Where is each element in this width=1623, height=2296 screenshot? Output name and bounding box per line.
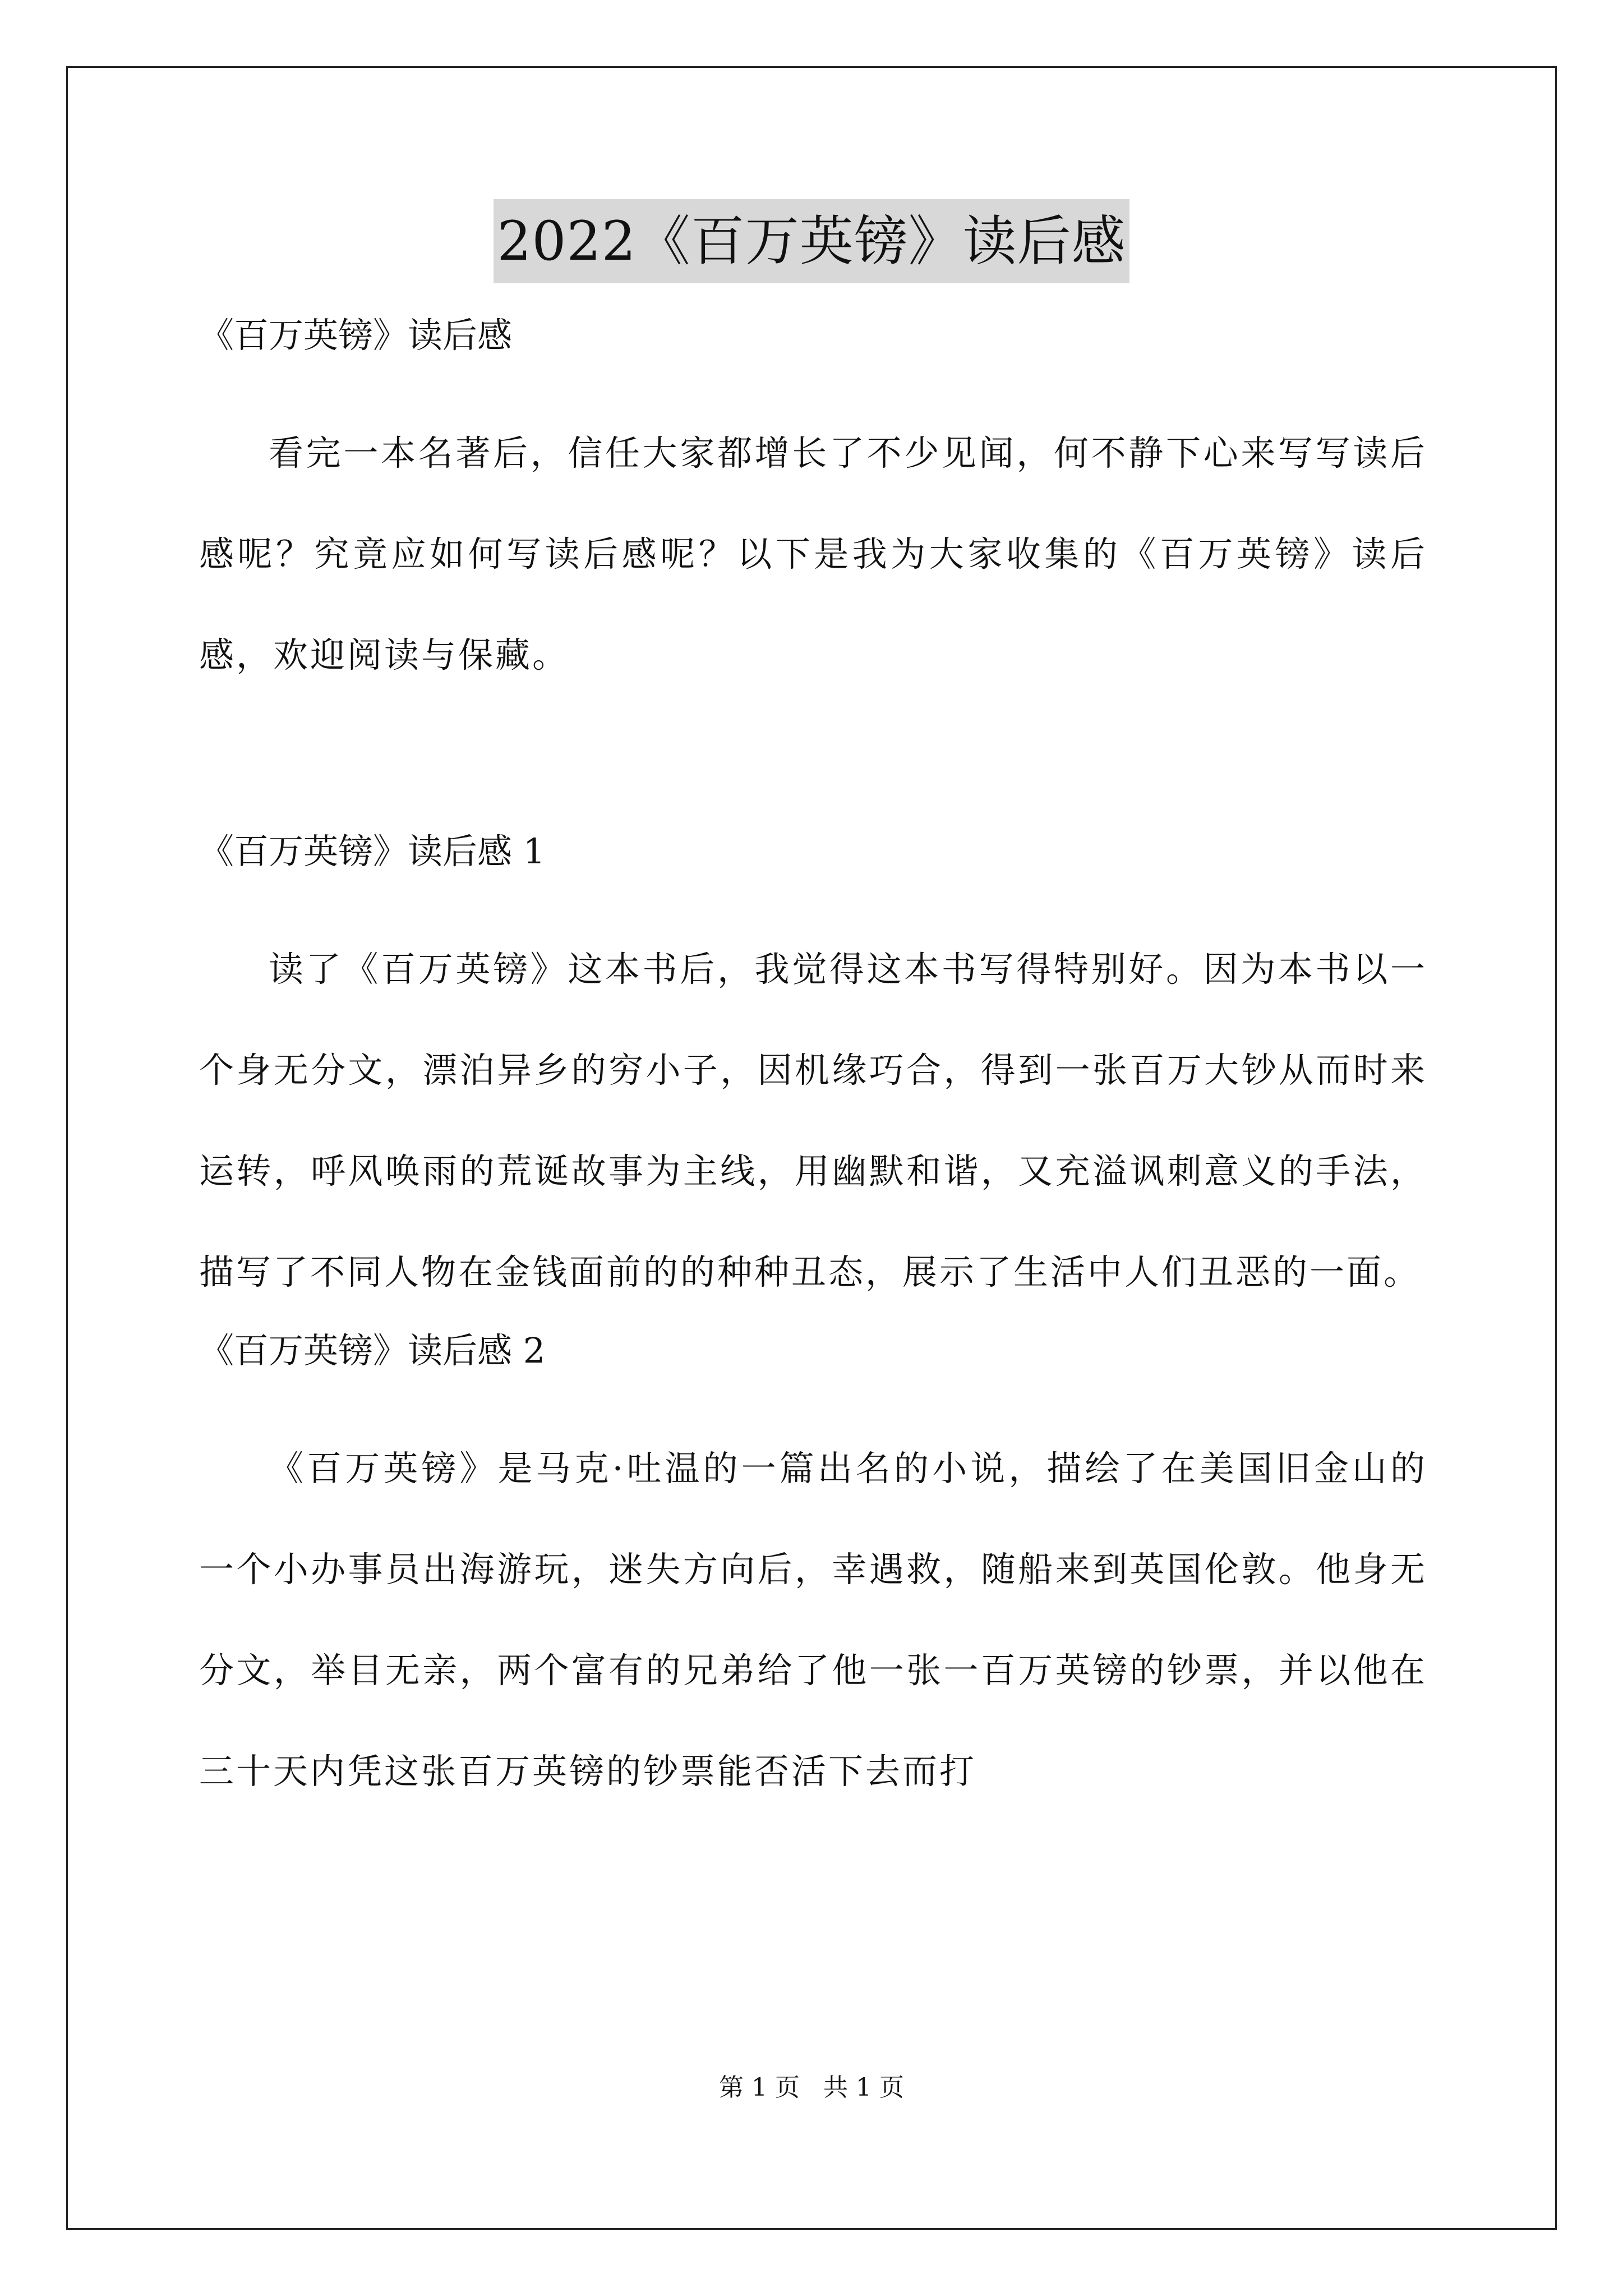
section-heading: 《百万英镑》读后感 [199,315,513,356]
section-paragraph: 《百万英镑》是马克·吐温的一篇出名的小说，描绘了在美国旧金山的一个小办事员出海游玩，迷失方向后，幸遇救，随船来到英国伦敦。他身无分文，举目无亲，两个富有的兄弟给了他一张一百万英镑的钞票，并以他在三十天内凭这张百万英镑的钞票能否活下去而打 [199,1448,1427,1792]
title-container [0,199,1623,283]
section-paragraph: 看完一本名著后，信任大家都增长了不少见闻，何不静下心来写写读后感呢？究竟应如何写读后感呢？以下是我为大家收集的《百万英镑》读后感，欢迎阅读与保藏。 [199,432,1427,675]
page-footer: 第 1 页 共 1 页 [719,2073,904,2102]
section-heading: 《百万英镑》读后感 2 [199,1330,546,1371]
section-heading: 《百万英镑》读后感 1 [199,831,546,872]
section-paragraph: 读了《百万英镑》这本书后，我觉得这本书写得特别好。因为本书以一个身无分文，漂泊异乡的穷小子，因机缘巧合，得到一张百万大钞从而时来运转，呼风唤雨的荒诞故事为主线，用幽默和谐，又充溢讽刺意义的手法，描写了不同人物在金钱面前的的种种丑态，展示了生活中人们丑恶的一面。 [199,949,1427,1292]
document-title: 2022《百万英镑》读后感 [494,199,1129,283]
document-body [199,307,1427,1822]
